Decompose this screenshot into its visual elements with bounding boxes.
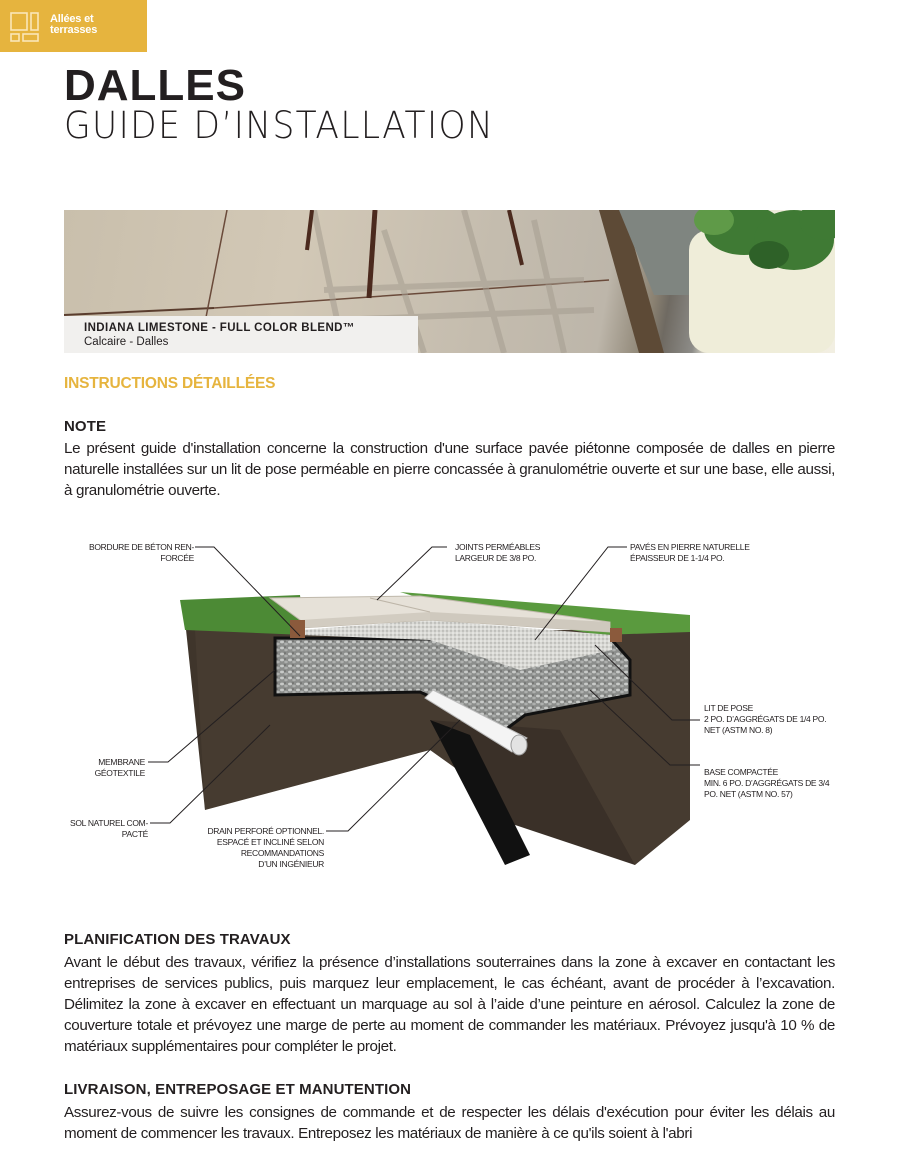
label-bedding-layer [704,703,826,736]
label-base-line3: PO. NET (ASTM NO. 57) [704,789,793,799]
note-text: Le présent guide d'installation concerne la construction d'une surface pavée piétonne composée de dalles en pierre naturelle installées sur un lit de pose perméable en pierre concassée à granulométrie ouverte et sur une base, elle aussi, à granulométrie ouverte. [64,440,835,499]
label-natural-stone-pavers [630,542,750,564]
section-heading: INSTRUCTIONS DÉTAILLÉES [64,375,276,392]
label-permeable-joints [455,542,540,564]
label-bedding-line3: NET (ASTM NO. 8) [704,725,773,735]
planning-heading: PLANIFICATION DES TRAVAUX [64,931,291,948]
note-heading: NOTE [64,418,107,435]
label-drain-line2: ESPACÉ ET INCLINÉ SELON [216,837,324,847]
label-curb-line1: BORDURE DE BÉTON REN- [88,542,194,552]
label-membrane-line1: MEMBRANE [98,757,145,767]
paver-layout-icon [10,12,40,42]
label-base-line2: MIN. 6 PO. D’AGGRÉGATS DE 3/4 [704,778,830,788]
label-compacted-base [704,767,829,800]
category-label [50,14,97,36]
label-soil-line2: PACTÉ [121,829,148,839]
label-drain-line4: D’UN INGÉNIEUR [258,859,324,869]
category-label-line1: Allées et [50,13,94,25]
label-bedding-line2: 2 PO. D’AGGRÉGATS DE 1/4 PO. [704,714,827,724]
label-soil-line1: SOL NATUREL COM- [69,818,148,828]
delivery-text: Assurez-vous de suivre les consignes de commande et de respecter les délais d'exécution pour éviter les délais au moment de commencer les travaux. Entreposez les matériaux de manière à ce qu'ils soient à l'abri [64,1104,835,1142]
label-pavers-line1: PAVÉS EN PIERRE NATURELLE [630,542,750,552]
category-tab [0,0,147,52]
planning-text: Avant le début des travaux, vérifiez la présence d’installations souterraines dans la zone à excaver en contactant les entreprises de services publics, puis marquez leur emplacement, le cas échéant, avant de procéder à l’excavation. Délimitez la zone à excaver en effectuant un marquage au sol à l’aide d’une peinture en aérosol. Calculez la zone de couverture totale et prévoyez une marge de perte au moment de commander les matériaux. Prévoyez jusqu'à 10 % de matériaux supplémentaires pour compléter le projet. [64,954,835,1055]
label-drain-line1: DRAIN PERFORÉ OPTIONNEL. [207,826,324,836]
label-concrete-curb [60,542,194,564]
photo-caption [64,316,418,353]
delivery-heading: LIVRAISON, ENTREPOSAGE ET MANUTENTION [64,1081,412,1098]
label-pavers-line2: ÉPAISSEUR DE 1-1/4 PO. [630,553,725,563]
label-membrane-line2: GÉOTEXTILE [94,768,145,778]
page-title: DALLES [64,61,246,110]
page-subtitle: GUIDE D’INSTALLATION [64,104,495,147]
caption-product-name: INDIANA LIMESTONE - FULL COLOR BLEND™ [84,322,355,334]
label-bedding-line1: LIT DE POSE [704,703,753,713]
label-base-line1: BASE COMPACTÉE [704,767,779,777]
label-drain-line3: RECOMMANDATIONS [240,848,324,858]
installation-cross-section-diagram [0,520,914,900]
label-geotextile-membrane [40,757,145,779]
caption-product-type: Calcaire - Dalles [84,336,169,348]
label-joints-line2: LARGEUR DE 3/8 PO. [455,553,537,563]
label-joints-line1: JOINTS PERMÉABLES [455,542,541,552]
label-curb-line2: FORCÉE [160,553,194,563]
category-label-line2: terrasses [50,24,98,36]
label-compacted-natural-soil [30,818,148,840]
label-perforated-drain [180,826,324,870]
